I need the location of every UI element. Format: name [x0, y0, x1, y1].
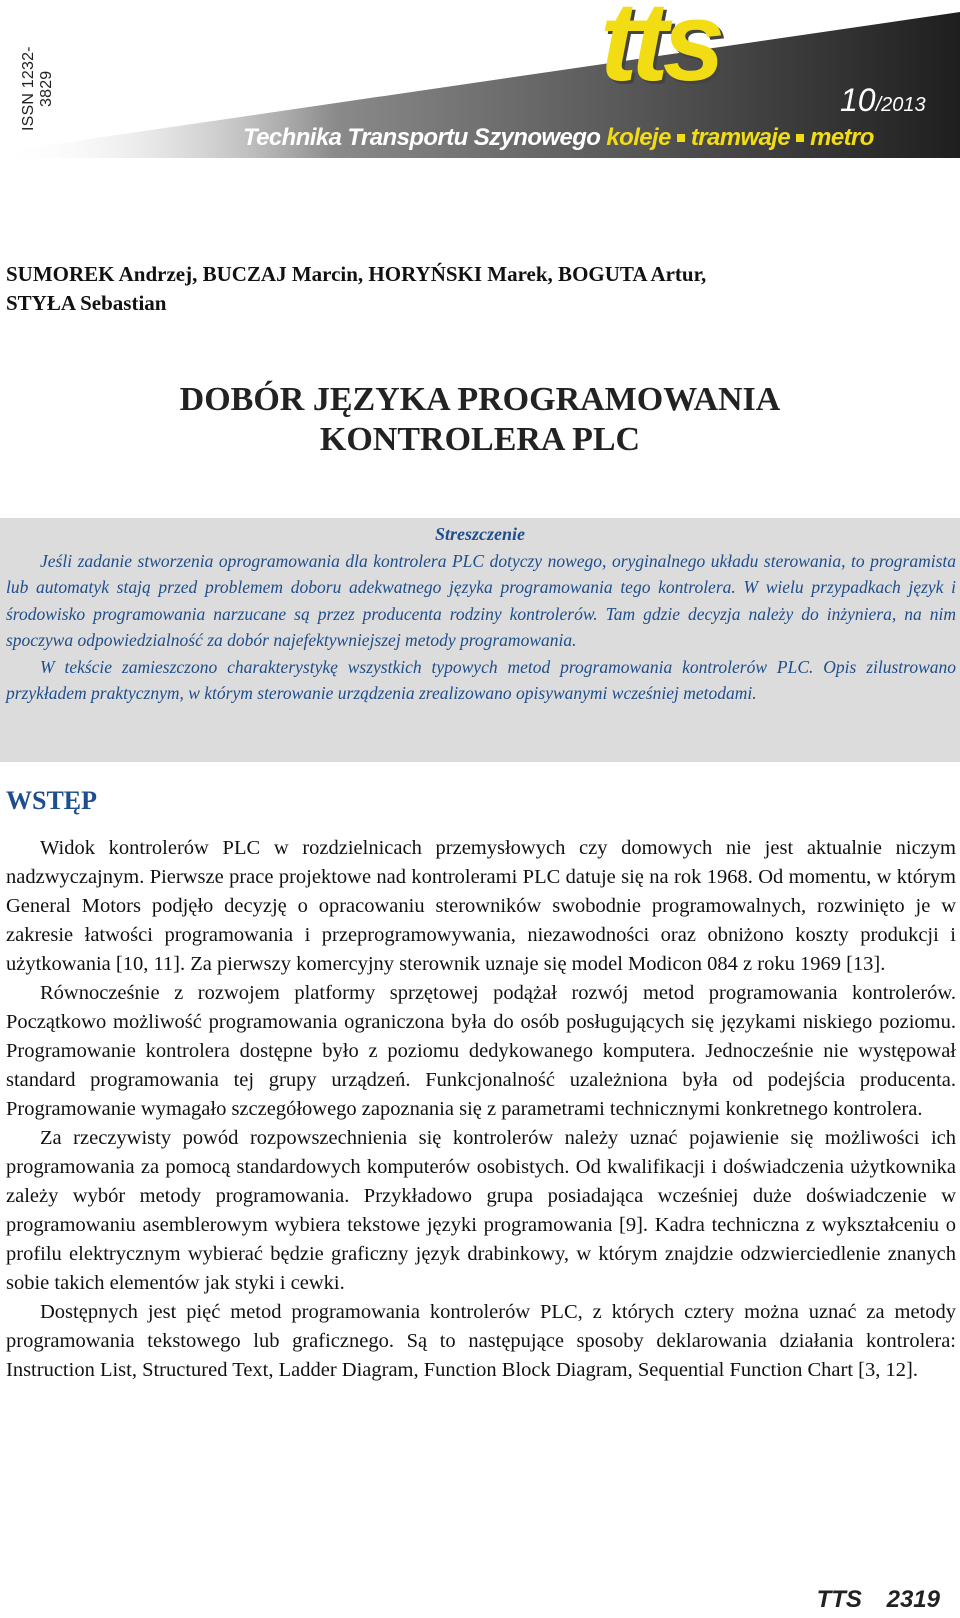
- section-body: [6, 834, 956, 1385]
- abstract-paragraph-2: W tekście zamieszczono charakterystykę wszystkich typowych metod programowania kontrolerów PLC. Opis zilustrowano przykładem praktycznym, w którym sterowanie urządzenia zrealizowano opisywanymi wcześniej metodami.: [6, 656, 956, 704]
- issn-label: ISSN 1232-3829: [20, 46, 55, 132]
- body-paragraph-4: Dostępnych jest pięć metod programowania kontrolerów PLC, z których cztery można uznać za metody programowania tekstowego lub graficznego. Są to następujące sposoby deklarowania działania kontrolera: Instruction List, Structured Text, Ladder Diagram, Function Block Diagram, Sequential Function Chart [3, 12].: [6, 1301, 956, 1381]
- title-line-1: DOBÓR JĘZYKA PROGRAMOWANIA: [179, 381, 781, 418]
- title-line-2: KONTROLERA PLC: [319, 421, 641, 458]
- issue-year: /2013: [875, 94, 926, 116]
- abstract-box: [0, 518, 960, 762]
- authors: [6, 260, 926, 318]
- tagline-koleje: koleje: [606, 124, 671, 151]
- page-number: 2319: [886, 1586, 940, 1613]
- authors-line-2: STYŁA Sebastian: [6, 291, 167, 315]
- issue-number: [840, 82, 926, 119]
- masthead: [0, 0, 960, 160]
- abstract-body: [6, 548, 956, 706]
- abstract-paragraph-1: Jeśli zadanie stworzenia oprogramowania dla kontrolera PLC dotyczy nowego, oryginalnego układu sterowania, to programista lub automatyk stają przed problemem doboru adekwatnego języka programowania tego kontrolera. W wielu przypadkach język i środowisko programowania narzucane są przez producenta rodziny kontrolerów. Tam gdzie decyzja należy do inżyniera, na nim spoczywa odpowiedzialność za dobór najefektywniejszej metody programowania.: [6, 551, 956, 651]
- body-paragraph-3: Za rzeczywisty powód rozpowszechnienia się kontrolerów należy uznać pojawienie się możliwości ich programowania za pomocą standardowych komputerów osobistych. Od kwalifikacji i doświadczenia użytkownika zależy wybór metody programowania. Przykładowo grupa posiadająca wcześniej duże doświadczenie w programowaniu asemblerowym wybiera tekstowe języki programowania [9]. Kadra techniczna z wykształceniu o profilu elektrycznym wybierać będzie graficzny język drabinkowy, w którym znajdzie odzwierciedlenie znanych sobie takich elementów jak styki i cewki.: [6, 1127, 956, 1294]
- paper-title: [0, 380, 960, 460]
- section-heading: WSTĘP: [6, 786, 98, 815]
- tts-logo: tts: [600, 0, 719, 104]
- tagline-metro: metro: [810, 124, 874, 151]
- issue-number-value: 10: [840, 82, 876, 118]
- square-bullet-icon: [796, 134, 804, 142]
- tagline-tramwaje: tramwaje: [690, 124, 791, 151]
- journal-name: Technika Transportu Szynowego: [243, 124, 601, 151]
- footer-journal: TTS: [816, 1586, 862, 1613]
- body-paragraph-2: Równocześnie z rozwojem platformy sprzętowej podążał rozwój metod programowania kontrolerów. Początkowo możliwość programowania ograniczona była do osób posługujących się językami niskiego poziomu. Programowanie kontrolera dostępne było z poziomu dedykowanego komputera. Jednocześnie nie występował standard programowania tej grupy urządzeń. Funkcjonalność uzależniona była od podejścia producenta. Programowanie wymagało szczegółowego zapoznania się z parametrami technicznymi konkretnego kontrolera.: [6, 982, 956, 1120]
- abstract-heading: Streszczenie: [435, 524, 525, 544]
- masthead-tagline: [243, 124, 874, 152]
- square-bullet-icon: [677, 134, 685, 142]
- body-paragraph-1: Widok kontrolerów PLC w rozdzielnicach przemysłowych czy domowych nie jest aktualnie niczym nadzwyczajnym. Pierwsze prace projektowe nad kontrolerami PLC datuje się na rok 1968. Od momentu, w którym General Motors podjęło decyzję o opracowaniu sterowników swobodnie programowalnych, rozwinięto je w zakresie łatwości programowania i przeprogramowywania, niezawodności oraz obniżono koszty produkcji i użytkowania [10, 11]. Za pierwszy komercyjny sterownik uznaje się model Modicon 084 z roku 1969 [13].: [6, 837, 956, 975]
- authors-line-1: SUMOREK Andrzej, BUCZAJ Marcin, HORYŃSKI Marek, BOGUTA Artur,: [6, 262, 707, 286]
- page-footer: [817, 1586, 940, 1614]
